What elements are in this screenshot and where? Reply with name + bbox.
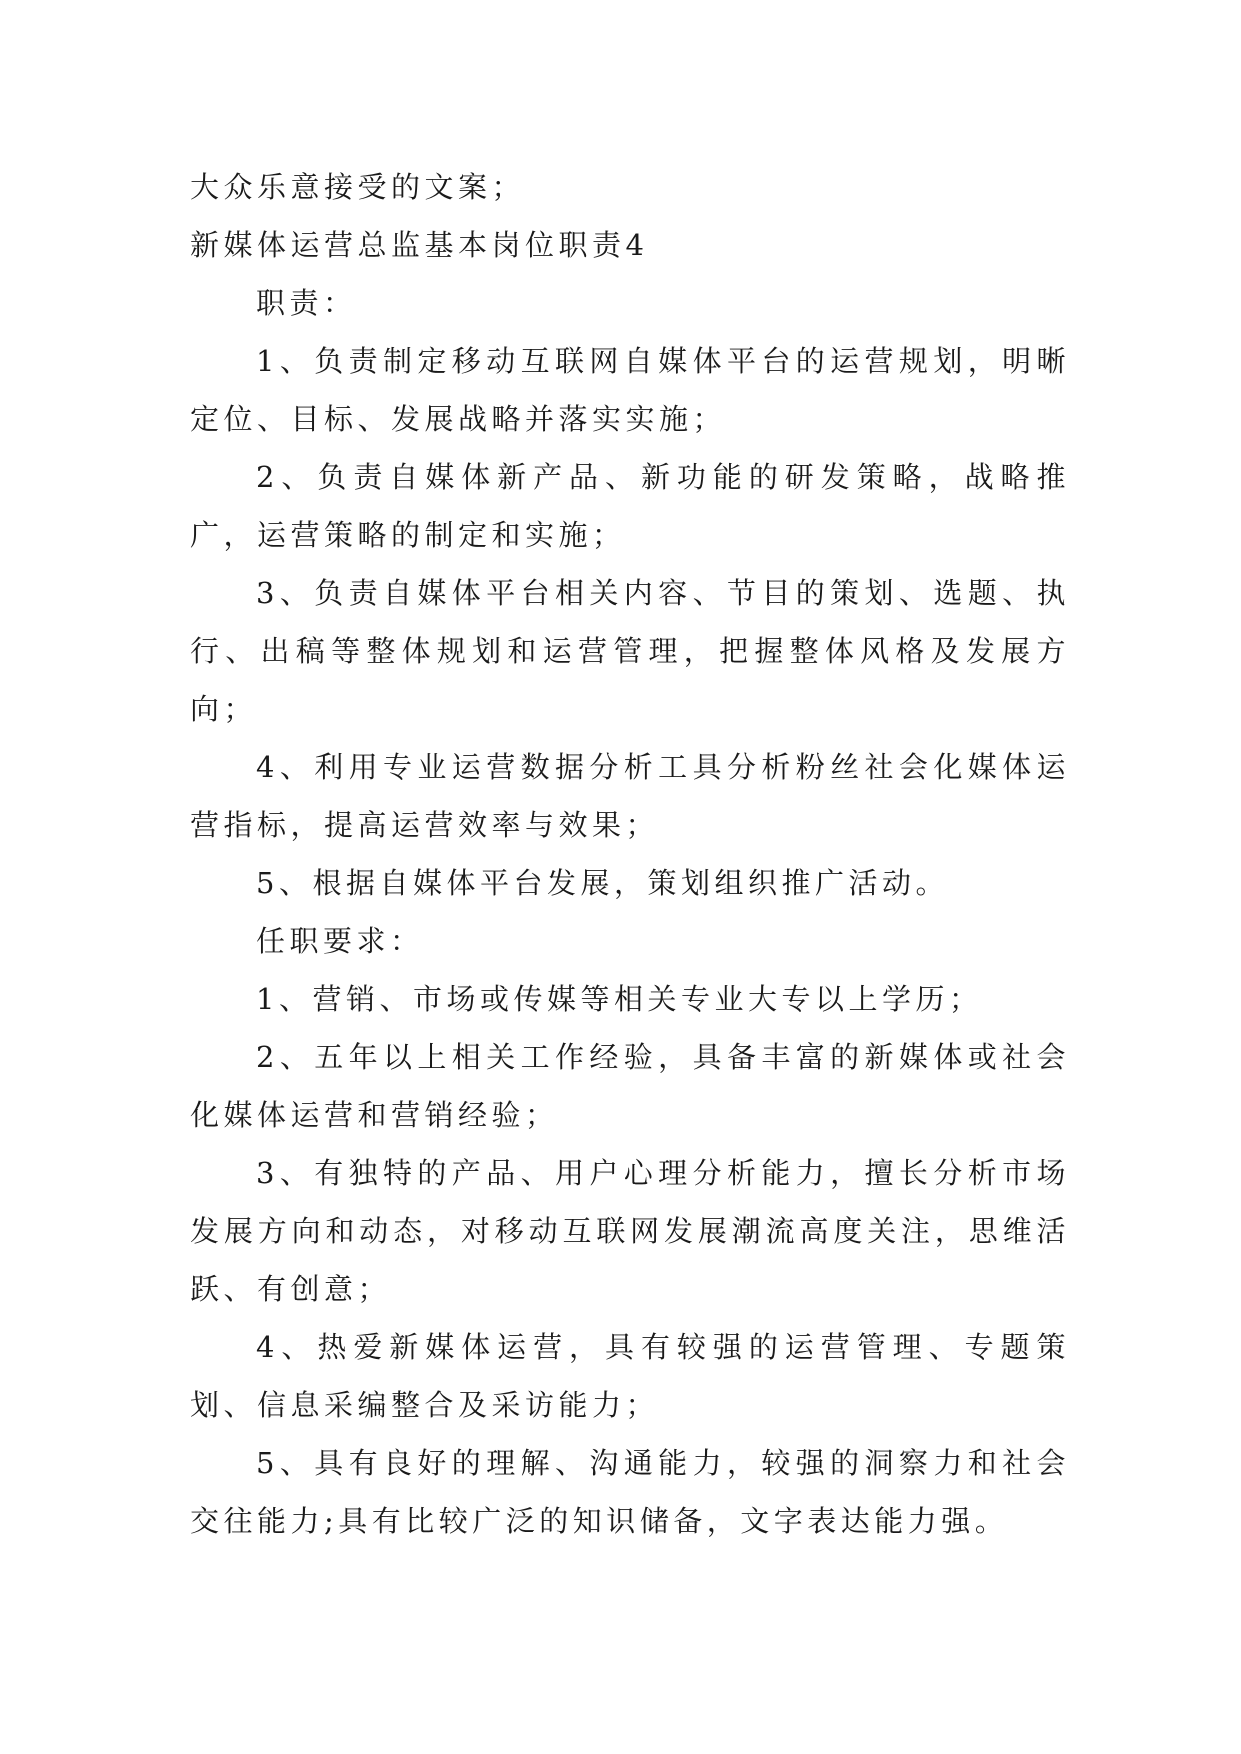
requirements-label: 任职要求： [256,924,424,958]
section-heading: 新媒体运营总监基本岗位职责4 [190,228,649,262]
duties-label: 职责： [256,286,357,320]
paragraph-continuation: 大众乐意接受的文案； [190,170,526,204]
requirement-item-3: 3、有独特的产品、用户心理分析能力，擅长分析市场发展方向和动态，对移动互联网发展潮流高度关注，思维活跃、有创意； [190,1156,1070,1306]
duty-item-1: 1、负责制定移动互联网自媒体平台的运营规划，明晰定位、目标、发展战略并落实实施； [190,344,1070,436]
requirement-item-4: 4、热爱新媒体运营，具有较强的运营管理、专题策划、信息采编整合及采访能力； [190,1330,1070,1422]
duty-item-2: 2、负责自媒体新产品、新功能的研发策略，战略推广，运营策略的制定和实施； [190,460,1070,552]
requirement-item-5: 5、具有良好的理解、沟通能力，较强的洞察力和社会交往能力;具有比较广泛的知识储备，文字表达能力强。 [190,1446,1070,1538]
duty-item-3: 3、负责自媒体平台相关内容、节目的策划、选题、执行、出稿等整体规划和运营管理，把握整体风格及发展方向； [190,576,1070,726]
requirement-item-2: 2、五年以上相关工作经验，具备丰富的新媒体或社会化媒体运营和营销经验； [190,1040,1070,1132]
duty-item-4: 4、利用专业运营数据分析工具分析粉丝社会化媒体运营指标，提高运营效率与效果； [190,750,1070,842]
requirement-item-1: 1、营销、市场或传媒等相关专业大专以上学历； [256,982,983,1016]
document-body [190,158,1070,1550]
duty-item-5: 5、根据自媒体平台发展，策划组织推广活动。 [256,866,949,900]
